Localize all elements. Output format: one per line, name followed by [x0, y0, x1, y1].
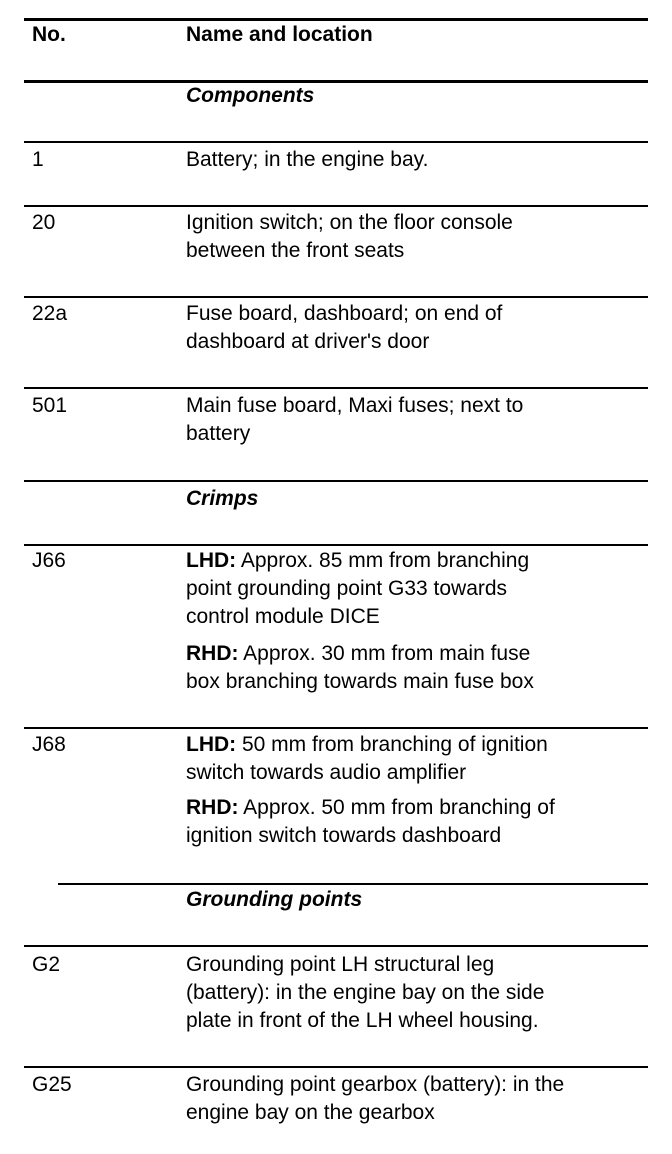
row-rule — [24, 141, 648, 143]
row-description: Battery; in the engine bay. — [186, 148, 429, 171]
row-number: J68 — [32, 733, 66, 756]
lhd-text: control module DICE — [186, 605, 380, 628]
rhd-note — [186, 794, 555, 822]
row-rule — [24, 480, 648, 482]
row-description: dashboard at driver's door — [186, 330, 430, 353]
row-description: Ignition switch; on the floor console — [186, 211, 513, 234]
section-title-grounding-points: Grounding points — [186, 888, 363, 911]
row-description: (battery): in the engine bay on the side — [186, 981, 545, 1004]
lhd-label: LHD: — [186, 733, 237, 756]
rhd-label: RHD: — [186, 642, 239, 665]
row-number: G2 — [32, 953, 61, 976]
lhd-note — [186, 547, 529, 575]
rhd-text: Approx. 30 mm from main fuse — [238, 642, 531, 665]
rhd-text: ignition switch towards dashboard — [186, 824, 502, 847]
row-rule — [24, 1066, 648, 1068]
rhd-label: RHD: — [186, 796, 239, 819]
row-description: Grounding point gearbox (battery): in the — [186, 1073, 565, 1096]
section-title-components: Components — [186, 84, 315, 107]
row-number: G25 — [32, 1073, 72, 1096]
column-header-name: Name and location — [186, 23, 373, 46]
row-number: J66 — [32, 549, 66, 572]
row-description: between the front seats — [186, 239, 405, 262]
lhd-text: point grounding point G33 towards — [186, 577, 508, 600]
row-rule — [58, 883, 648, 885]
row-rule — [24, 205, 648, 207]
row-description: engine bay on the gearbox — [186, 1101, 435, 1124]
row-rule — [24, 945, 648, 947]
section-title-crimps: Crimps — [186, 487, 259, 510]
row-rule — [24, 296, 648, 298]
row-description: Grounding point LH structural leg — [186, 953, 495, 976]
row-rule — [24, 544, 648, 546]
row-rule — [24, 727, 648, 729]
row-description: battery — [186, 422, 251, 445]
column-header-no: No. — [32, 23, 66, 46]
row-description: Main fuse board, Maxi fuses; next to — [186, 394, 524, 417]
row-number: 1 — [32, 148, 44, 171]
row-description: plate in front of the LH wheel housing. — [186, 1009, 539, 1032]
lhd-text: 50 mm from branching of ignition — [236, 733, 548, 756]
lhd-text: switch towards audio amplifier — [186, 761, 467, 784]
header-rule — [24, 80, 648, 83]
row-rule — [24, 387, 648, 389]
rhd-note — [186, 640, 530, 668]
lhd-note — [186, 731, 548, 759]
rhd-text: Approx. 50 mm from branching of — [238, 796, 555, 819]
lhd-label: LHD: — [186, 549, 237, 572]
lhd-text: Approx. 85 mm from branching — [236, 549, 530, 572]
row-number: 22a — [32, 302, 68, 325]
row-description: Fuse board, dashboard; on end of — [186, 302, 503, 325]
row-number: 501 — [32, 394, 68, 417]
rhd-text: box branching towards main fuse box — [186, 670, 534, 693]
row-number: 20 — [32, 211, 56, 234]
